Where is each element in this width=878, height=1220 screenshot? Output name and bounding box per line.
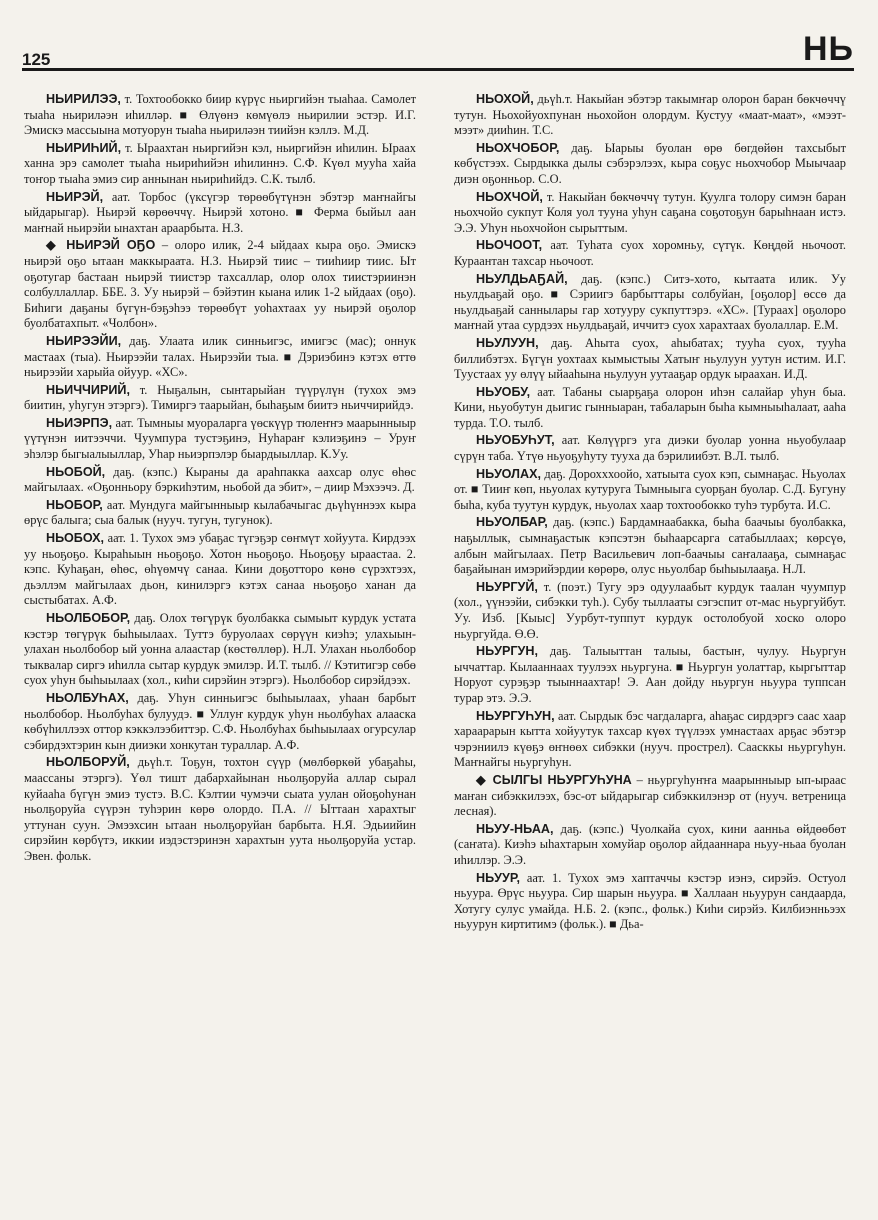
entry-headword: НЬИЭРПЭ,	[46, 415, 113, 430]
entry-headword: НЬИРИҺИЙ,	[46, 140, 122, 155]
entry-text: дьүһ.т. Тоҕун, тохтон сүүр (мөлбөркөй убаҕаһы, маассаны этэргэ). Үөл тишт дабархайынан ньолҕоруйа аллар сырал куйааһа бүгүн эмиэ тустэ. В.С. Кэлтии чумэчи сыата уулан ойоҕоһунан ньолҕоруйа сүүрэн туһэрин көрө олордо. П.А. // Ыттаан харахтыг уттунан суун. Эмээхсин ытаан ньолҕоруйан барбыта. Н.Я. Эдьиийин сирэйин көрбүтэ, иккии иэдэстэринэн харахтын уута ньолҕоруйа устар. Эвен. фольк.	[24, 755, 416, 863]
entry-text: даҕ. (кэпс.) Бардамнаабакка, быһа баачыы буолбакка, наҕыллык, сымнаҕастык кэпсэтэн быһаарсарга сатабыллаах; көрсүө, албын майгылаах. Петр Васильевич лоп-баачыы саҥалааҕа, сымнаҕас баҕайынан имэрийэрдии көрөрө, олус ньуолбар быһыылааҕа. Н.Л.	[454, 515, 846, 577]
dictionary-entry	[454, 385, 846, 432]
entry-text: – ньургуһуҥҥа маарынныыр ып-ыраас маҥан сибэккилээх, бэс-от ыйдарыгар сибэккилэнэр от (нууч. ветреница лесная).	[454, 772, 846, 819]
entry-text: даҕ. Дорохххоойо, хатыыта суох кэп, сымнаҕас. Ньуолах от. ■ Тииҥ көп, ньуолах кутуруга Тымныыга суорҕан буолар. С.Д. Бугуну быһа, куба туутун курдук, ньуолах хаар тохтообокко туһэ турбута. И.С.	[454, 466, 846, 512]
entry-text: т. Тохтообокко биир күрүс ньиргийэн тыаһаа. Самолет тыаһа ньириләэн иһилләр. ■ Өлүөнэ көмүөлэ ньирилии эстэр. И.Г. Эмискэ массыына мотуорун тыаһа ньириләэн тиийэн кэллэ. М.Д.	[24, 92, 416, 138]
dictionary-entry	[24, 465, 416, 496]
dictionary-entry	[454, 92, 846, 139]
left-column	[24, 86, 416, 1206]
entry-text: аат. Тымныы муораларга үөскүүр тюлеҥҥэ маарынныыр үүтүнэн иитээччи. Чуумпура тустэҕинэ, Нуһараҥ кэлиэҕинэ – Уруҥ эһэлэр быгыалыыллар, Уһар ньиэрпэлэр быардыыллар. К.Уу.	[24, 415, 416, 462]
entry-headword: НЬОХОЙ,	[476, 92, 534, 106]
entry-headword: ◆ СЫЛГЫ НЬУРГУҺУНА	[476, 772, 632, 787]
entry-headword: НЬИРЭЭЙИ,	[46, 333, 122, 348]
entry-headword: НЬУРГУҺУН,	[476, 708, 555, 723]
dictionary-entry	[24, 416, 416, 463]
entry-headword: НЬУЛУУН,	[476, 335, 539, 350]
dictionary-entry	[24, 531, 416, 609]
entry-headword: НЬИРЭЙ,	[46, 189, 104, 204]
dictionary-entry	[454, 141, 846, 188]
entry-headword: НЬОЛБУҺАХ,	[46, 690, 129, 705]
entry-headword: НЬУОЛАХ,	[476, 466, 541, 481]
dictionary-entry	[454, 190, 846, 237]
entry-text: аат. Сырдык бэс чагдаларга, аһаҕас сирдэргэ саас хаар хараарарын кытта хойуутук тахсар күөх түүлээх умнастаах арҕас эбэтэр чэрэниилэ күөҕэ өҥнөөх сибэкки (нууч. прострел). Саасккы ньургуһун. Маҥнайгы ньургуһун.	[454, 708, 846, 770]
entry-headword: НЬУУР,	[476, 870, 520, 885]
dictionary-entry	[24, 190, 416, 237]
entry-text: аат. 1. Тухох эмэ хаптаччы кэстэр иэнэ, сирэйэ. Остуол ньуура. Өрүс ньуура. Сир шарын ньуура. ■ Халлаан ньуурун сандаарда, Хотугу сулус умайда. Н.Б. 2. (кэпс., фольк.) Киһи сирэйэ. Килбиэнньээх ньуурун киртитимэ (фольк.). ■ Дьа-	[454, 870, 846, 932]
dictionary-entry	[454, 709, 846, 771]
entry-headword: НЬОЛБОРУЙ,	[46, 755, 130, 770]
entry-text: даҕ. Улаата илик синньигэс, имигэс (мас); оннук мастаах (тыа). Ньирээйи талах. Ньирээйи тыа. ■ Дэриэбинэ кэтэх өттө ньирээйи харыйа ойуур. «ХС».	[24, 333, 416, 380]
dictionary-entry	[454, 580, 846, 642]
right-column	[454, 86, 846, 1206]
entry-headword: НЬОБОЙ,	[46, 464, 106, 479]
entry-text: т. Ыраахтан ньиргийэн кэл, ньиргийэн иһилин. Ыраах ханна эрэ самолет тыаһа ньириһийэн иһилиннэ. С.Ф. Күөл мууһа хайа тоҥор тыаһа эмиэ сир аннынан ньириһийдэ. С.К. тылб.	[24, 140, 416, 186]
dictionary-entry	[454, 336, 846, 383]
dictionary-entry	[454, 644, 846, 706]
dictionary-entry	[24, 141, 416, 188]
entry-headword: НЬОБОР,	[46, 497, 103, 512]
entry-headword: НЬОЛБОБОР,	[46, 611, 131, 625]
entry-headword: НЬОХЧОБОР,	[476, 140, 560, 155]
entry-text: т. Накыйан бөкчөччү тутун. Куулга толору симэн баран ньохчойо сукпут Коля уол тууна уһун саҕана соҕотоҕун барыһнаан истэ. Э.Э. Уһун ньохчойон сырыттым.	[454, 189, 846, 235]
dictionary-entry	[24, 238, 416, 332]
entry-text: аат. Табаны сыарҕаҕа олорон иһэн салайар уһун быа. Кини, ньуобутун дьигис гынныаран, табаларын быһа кымныыһалаат, ааһа турда. Т.О. тылб.	[454, 384, 846, 430]
dictionary-entry	[454, 272, 846, 334]
entry-text: аат. Торбос (үксүгэр төрөөбүтүнэн эбэтэр маҥнайгы ыйдарыгар). Ньирэй көрөөччү. Ньирэй хотоно. ■ Ферма быйыл аан маҥнай ньирэйи ынахтан араарбыта. Н.З.	[24, 189, 416, 235]
dictionary-entry	[454, 822, 846, 869]
entry-text: даҕ. Ыарыы буолан өрө бөгдөйөн тахсыбыт көбүстээх. Сырдыкка дылы сэбэрэлээх, кыра соҕус ньохчобор Мыычаар диэн оҕонньор. С.О.	[454, 140, 846, 186]
entry-text: – олоро илик, 2-4 ыйдаах кыра оҕо. Эмискэ ньирэй оҕо ытаан маккыраата. Н.З. Ньирэй тиис – тииһиир тиис. Ыт оҕотугар бастаан ньирэй тиистэр тахсаллар, олор олох тиистэриинэн солбуллаллар. ББЕ. 3. Уу ньирэй – бэйэтин кыана илик 1-2 ыйдаах (оҕо). Биһиги даҕаны бүгүн-бэҕэһээ төрөөбүт уоһахтаах уу ньирэй оҕолор буолбатахпыт. «Чолбон».	[24, 238, 416, 331]
entry-text: даҕ. Талыыттан талыы, бастыҥ, чулуу. Ньургун ыччаттар. Кылааннаах туулээх ньургуна. ■ Ньургун уолаттар, кыргыттар Норуот сурэҕэр тыыннаахтар! Э. Аан дойду ньургун ньуура туппсан турар этэ. Э.Э.	[454, 644, 846, 705]
dictionary-entry	[454, 773, 846, 820]
dictionary-entry	[24, 383, 416, 414]
dictionary-entry	[24, 691, 416, 753]
entry-text: даҕ. (кэпс.) Ситэ-хото, кытаата илик. Уу ньулдьаҕай оҕо. ■ Сэриигэ барбыттары солбуйан, [оҕолор] өссө да ньулдьаҕай саннылары гар хотууру сукпуттэрэ. «ХС». [Тураах] оҕолоро маҥнай утаа сурдээх ньулдьаҕай, иччитэ суох харахтаах буолаллар. Е.М.	[454, 271, 846, 333]
entry-headword: НЬИРИЛЭЭ,	[46, 92, 121, 106]
entry-headword: НЬУРГУН,	[476, 644, 538, 659]
entry-headword: НЬОБОХ,	[46, 531, 105, 546]
entry-text: даҕ. Уһун синньигэс быһыылаах, уһаан барбыт ньолбобор. Ньолбуһах булуудэ. ■ Уллуҥ курдук уһун ньолбуһах алааска көбүһиллээх оттор кэккэлээбиттэр. С.Ф. Ньолбуһах быһыылаах огурсулар сэбирдэхтэрин кын дииэки хонкутан тураллар. А.Ф.	[24, 690, 416, 752]
entry-headword: НЬОЧООТ,	[476, 238, 543, 253]
entry-text: даҕ. Олох төгүрүк буолбакка сымыыт курдук устата кэстэр төгүрүк быһыылаах. Туттэ буруолаах сөрүүн киэһэ; улахыын-улахан ньолбобор ый уонна алаастар (көстөллөр). Н.Л. Улахан ньолбобор тыквалар сиргэ иһилла сытар курдук эмилэр. И.Т. тылб. // Кэтитигэр сөбө суох уһун быһыылаах (хол., киһи сирэйин этэргэ). Ньолбобор сирэйдээх.	[24, 611, 416, 688]
dictionary-entry	[454, 871, 846, 933]
entry-headword: ◆ НЬИРЭЙ ОҔО	[46, 238, 156, 253]
dictionary-entry	[24, 498, 416, 529]
entry-text: т. Ныҕалын, сынтарыйан түүрүлүн (тухох эмэ биитин, уһугун этэргэ). Тимиргэ таарыйан, быһаҕым биитэ ньиччирийдэ.	[24, 382, 416, 413]
entry-headword: НЬОХЧОЙ,	[476, 189, 543, 204]
entry-text: аат. 1. Тухох эмэ убаҕас түгэҕэр сөҥмүт хойуута. Кирдээх уу ньоҕоҕо. Кыраһыын ньоҕоҕо. Хотон ньоҕоҕо. Ньоҕоҕу ыраастаа. 2. кэпс. Куһаҕан, өһөс, өһүөмчү санаа. Кини доҕотторо көнө сүрэхтээх, дьэллэм майгылаах дьон, кинилэргэ кэтэх санаа ньоҕоҕо ханан да сыстыбатах. А.Ф.	[24, 531, 416, 608]
entry-headword: НЬУРГУЙ,	[476, 579, 538, 594]
dictionary-entry	[454, 515, 846, 577]
entry-headword: НЬУУ-НЬАА,	[476, 821, 554, 836]
entry-headword: НЬУОБУ,	[476, 384, 531, 399]
entry-text: даҕ. Аһыта суох, аһыбатах; тууһа суох, тууһа биллибэтэх. Бүгүн уохтаах кымыстыы Хатыҥ ньулуун уутун истим. И.Г. Туустаах уу өлүү ыйааһына ньулуун уутааҕар ордук ыраахан. И.Д.	[454, 335, 846, 382]
dictionary-entry	[24, 755, 416, 864]
dictionary-entry	[454, 433, 846, 464]
dictionary-entry	[454, 238, 846, 269]
entry-text: даҕ. (кэпс.) Кыраны да араһпакка аахсар олус өһөс майгылаах. «Оҕонньору бэркиһэтим, ньобой да эбит», – диир Мэхээчэ. Д.	[24, 464, 416, 495]
dictionary-entry	[24, 611, 416, 689]
entry-text: аат. Көлүүргэ уга диэки буолар уонна ньуобулаар сүрүн таба. Үтүө ньуоҕуһуту тууха да бэрилиибэт. В.Л. тылб.	[454, 433, 846, 464]
page-number: 125	[22, 50, 51, 69]
running-head: НЬ	[803, 30, 854, 68]
entry-text: дьүһ.т. Накыйан эбэтэр такымҥар олорон баран бөкчөччү тутун. Ньохойуохпунан ньохойон олордум. Кустуу «маат-маат», «мээт-мээт» дииһин. Т.С.	[454, 92, 846, 138]
entry-headword: НЬУОБУҺУТ,	[476, 433, 555, 448]
entry-headword: НЬИЧЧИРИЙ,	[46, 382, 130, 397]
header-rule	[22, 68, 854, 71]
dictionary-entry	[454, 467, 846, 514]
dictionary-entry	[24, 92, 416, 139]
entry-headword: НЬУЛДЬАҔАЙ,	[476, 271, 568, 286]
dictionary-entry	[24, 334, 416, 381]
entry-text: аат. Мундуга майгынныыр кылабачыгас дьүһүннээх кыра өрүс балыга; сыа балык (нууч. тугун, тугунок).	[24, 497, 416, 528]
entry-text: т. (поэт.) Тугу эрэ одуулаабыт курдук таалан чуумпур (хол., үүнээйи, сибэкки туһ.). Субу тыллааты сэгэспит от-мас ньургуйбут. Уу. Изб. [Кыыс] Уурбут-туппут курдук остолобуой хоско олоро ньургуйда. Ө.Ө.	[454, 579, 846, 641]
entry-text: даҕ. (кэпс.) Чуолкайа суох, кини аанньа өйдөөбөт (саҥата). Киэһэ ыһахтарын хомуйар оҕолор айдааннара ньуу-ньаа буолан иһиллэр. Э.Э.	[454, 821, 846, 867]
entry-headword: НЬУОЛБАР,	[476, 515, 548, 530]
entry-text: аат. Туһата суох хоромньу, сүтүк. Көңдөй ньочоот. Кураантан тахсар ньочоот.	[454, 238, 846, 268]
